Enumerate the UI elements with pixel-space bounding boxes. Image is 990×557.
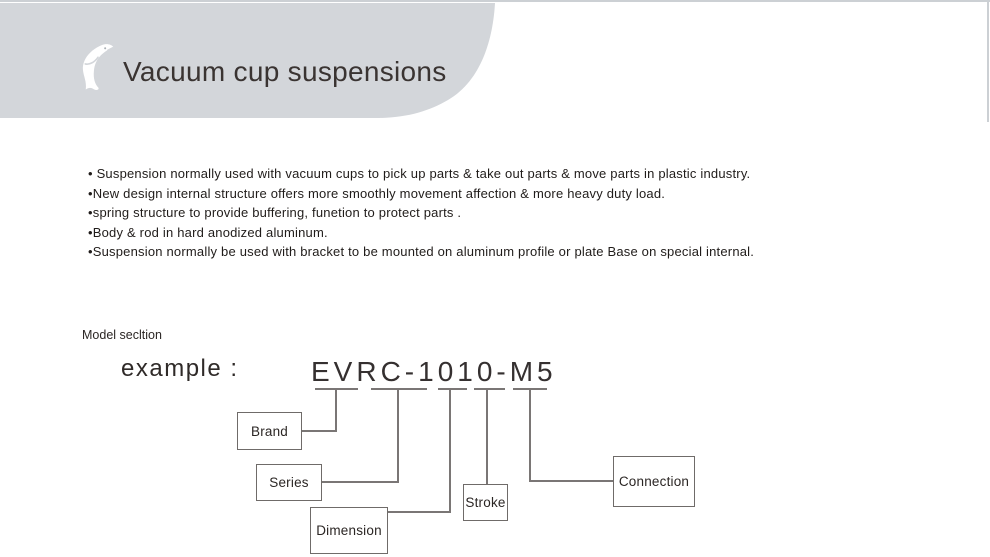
stroke-box xyxy=(463,484,508,521)
series-box-label: Series xyxy=(269,475,309,490)
code-underline-stroke xyxy=(474,388,505,390)
features-list xyxy=(88,164,754,262)
feature-item: •spring structure to provide buffering, funetion to protect parts . xyxy=(88,205,462,220)
code-underline-series xyxy=(371,388,427,390)
dimension-box-label: Dimension xyxy=(316,523,382,538)
connector-series xyxy=(321,481,399,483)
connector-brand xyxy=(301,430,337,432)
brand-box-label: Brand xyxy=(250,423,289,439)
brand-box xyxy=(237,412,302,450)
feature-item: •Body & rod in hard anodized aluminum. xyxy=(88,224,328,240)
right-border-line xyxy=(987,0,989,122)
series-box xyxy=(256,464,322,501)
tick-connection xyxy=(529,388,531,482)
tick-brand xyxy=(335,388,337,432)
tick-stroke xyxy=(486,388,488,485)
dimension-box xyxy=(310,507,388,554)
model-section-heading: Model secltion xyxy=(82,328,162,342)
dolphin-icon xyxy=(76,43,118,92)
model-code: EVRC-1010-M5 xyxy=(311,356,557,387)
feature-item: •Suspension normally be used with bracket to be mounted on aluminum profile or plate Base on special internal. xyxy=(88,244,755,259)
page-title: Vacuum cup suspensions xyxy=(123,56,447,87)
connection-box xyxy=(613,456,695,507)
code-underline-dimension xyxy=(438,388,467,390)
connection-box-label: Connection xyxy=(618,474,690,489)
stroke-box-label: Stroke xyxy=(465,495,506,510)
tick-series xyxy=(397,388,399,483)
feature-item: •New design internal structure offers more smoothly movement affection & more heavy duty load. xyxy=(88,185,666,201)
example-label: example : xyxy=(121,355,239,382)
connector-connection xyxy=(529,480,614,482)
tick-dimension xyxy=(449,388,451,513)
connector-dimension xyxy=(387,511,451,513)
feature-item: • Suspension normally used with vacuum cups to pick up parts & take out parts & move parts in plastic industry. xyxy=(88,166,751,181)
